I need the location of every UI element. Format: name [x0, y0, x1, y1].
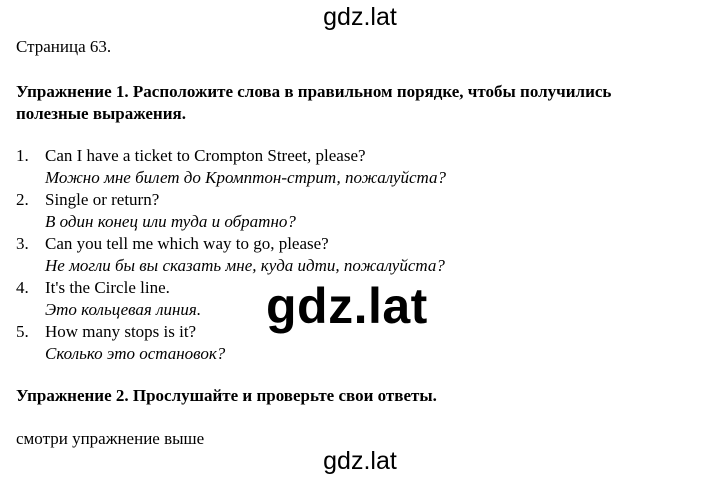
- exercise-1-title: Упражнение 1. Расположите слова в правильном порядке, чтобы получились полезные выражения.: [16, 82, 612, 123]
- exercise-2-title: Упражнение 2. Прослушайте и проверьте свои ответы.: [16, 386, 437, 405]
- english-phrase: It's the Circle line.: [45, 278, 170, 297]
- page-label: Страница 63.: [16, 37, 112, 56]
- item-number: 1.: [16, 146, 29, 165]
- watermark-top: gdz.lat: [323, 3, 397, 31]
- english-phrase: Can I have a ticket to Crompton Street, please?: [45, 146, 366, 165]
- english-phrase: Single or return?: [45, 190, 160, 209]
- russian-translation: В один конец или туда и обратно?: [45, 212, 296, 231]
- russian-translation: Это кольцевая линия.: [45, 300, 202, 319]
- russian-translation: Можно мне билет до Кромптон-стрит, пожалуйста?: [45, 168, 446, 187]
- item-number: 3.: [16, 234, 29, 253]
- list-item: [16, 189, 616, 233]
- watermark-middle: gdz.lat: [266, 278, 428, 334]
- watermark-bottom: gdz.lat: [323, 447, 397, 475]
- list-item: [16, 233, 616, 277]
- item-number: 5.: [16, 322, 29, 341]
- english-phrase: Can you tell me which way to go, please?: [45, 234, 329, 253]
- exercise-2-answer: смотри упражнение выше: [16, 429, 205, 448]
- russian-translation: Сколько это остановок?: [45, 344, 226, 363]
- list-item: [16, 145, 616, 189]
- item-number: 2.: [16, 190, 29, 209]
- russian-translation: Не могли бы вы сказать мне, куда идти, пожалуйста?: [45, 256, 445, 275]
- english-phrase: How many stops is it?: [45, 322, 197, 341]
- item-number: 4.: [16, 278, 29, 297]
